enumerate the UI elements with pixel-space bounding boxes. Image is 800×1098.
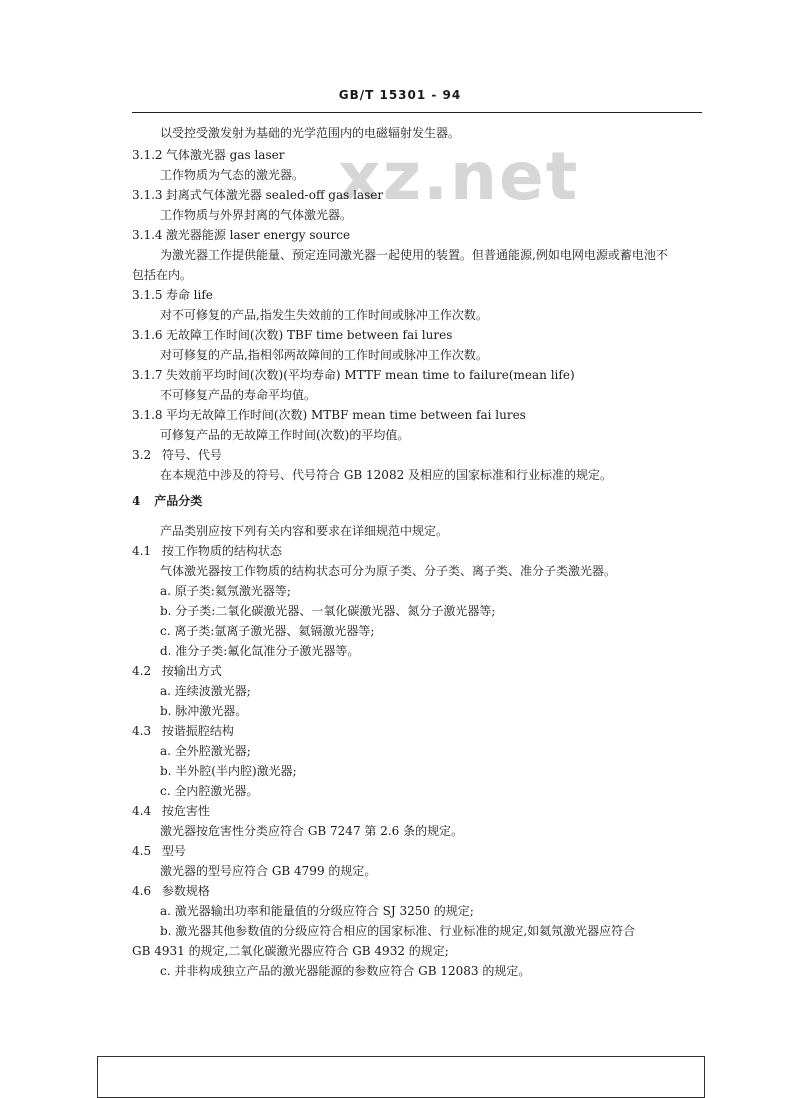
clause-3-1-5 <box>132 286 213 303</box>
clause-title: 型号 <box>161 844 186 858</box>
list-item-continuation: GB 4931 的规定,二氧化碳激光器应符合 GB 4932 的规定; <box>132 944 449 958</box>
list-item: b. 激光器其他参数值的分级应符合相应的国家标准、行业标准的规定,如氦氖激光器应符合 <box>160 924 636 938</box>
clause-title: 按工作物质的结构状态 <box>161 544 282 558</box>
clause-number: 4.1 <box>132 544 152 558</box>
clause-title: 按输出方式 <box>161 664 222 678</box>
section-4-intro: 产品类别应按下列有关内容和要求在详细规范中规定。 <box>160 524 449 538</box>
clause-3-1-3 <box>132 186 383 203</box>
clause-3-1-4-definition-line-2: 包括在内。 <box>132 268 193 282</box>
list-item: a. 连续波激光器; <box>160 684 251 698</box>
clause-number: 4.6 <box>132 884 152 898</box>
clause-title: 按危害性 <box>161 804 210 818</box>
clause-3-1-6 <box>132 326 452 343</box>
list-item: d. 准分子类:氟化氙准分子激光器等。 <box>160 644 360 658</box>
section-number: 4 <box>132 494 141 508</box>
clause-title: 按谐振腔结构 <box>161 724 234 738</box>
clause-number: 3.1.8 <box>132 408 163 422</box>
list-item: b. 脉冲激光器。 <box>160 704 248 718</box>
clause-title: 寿命 life <box>165 288 213 302</box>
clause-number: 4.3 <box>132 724 152 738</box>
clause-number: 3.1.2 <box>132 148 163 162</box>
continued-definition: 以受控受激发射为基础的光学范围内的电磁辐射发生器。 <box>160 126 461 140</box>
list-item: c. 离子类:氩离子激光器、氦镉激光器等; <box>160 624 375 638</box>
clause-3-1-6-definition: 对可修复的产品,指相邻两故障间的工作时间或脉冲工作次数。 <box>160 348 488 362</box>
clause-3-1-3-definition: 工作物质与外界封离的气体激光器。 <box>160 208 353 222</box>
clause-4-4-definition: 激光器按危害性分类应符合 GB 7247 第 2.6 条的规定。 <box>160 824 464 838</box>
clause-number: 3.1.6 <box>132 328 163 342</box>
list-item: b. 半外腔(半内腔)激光器; <box>160 764 297 778</box>
header-rule <box>132 112 702 113</box>
clause-number: 3.2 <box>132 448 152 462</box>
section-title: 产品分类 <box>154 494 203 508</box>
footer-frame <box>97 1056 705 1098</box>
watermark: xz.net <box>338 138 580 215</box>
clause-3-1-7-definition: 不可修复产品的寿命平均值。 <box>160 388 317 402</box>
list-item: a. 原子类:氦氖激光器等; <box>160 584 291 598</box>
clause-title: 气体激光器 gas laser <box>165 148 285 162</box>
clause-number: 3.1.4 <box>132 228 163 242</box>
clause-number: 3.1.5 <box>132 288 163 302</box>
clause-title: 参数规格 <box>161 884 210 898</box>
section-4-heading <box>132 492 202 509</box>
clause-4-4 <box>132 802 210 819</box>
clause-4-5 <box>132 842 186 859</box>
list-item: a. 激光器输出功率和能量值的分级应符合 SJ 3250 的规定; <box>160 904 474 918</box>
clause-4-1 <box>132 542 282 559</box>
clause-3-1-7 <box>132 366 575 383</box>
list-item: c. 并非构成独立产品的激光器能源的参数应符合 GB 12083 的规定。 <box>160 964 531 978</box>
clause-4-6 <box>132 882 210 899</box>
clause-3-1-4 <box>132 226 350 243</box>
clause-3-2 <box>132 446 222 463</box>
clause-number: 4.4 <box>132 804 152 818</box>
clause-3-1-8 <box>132 406 526 423</box>
list-item: b. 分子类:二氧化碳激光器、一氧化碳激光器、氮分子激光器等; <box>160 604 496 618</box>
clause-title: 失效前平均时间(次数)(平均寿命) MTTF mean time to failure(mean life) <box>165 368 575 382</box>
standard-code-header: GB/T 15301 - 94 <box>338 88 462 102</box>
clause-3-2-definition: 在本规范中涉及的符号、代号符合 GB 12082 及相应的国家标准和行业标准的规定。 <box>160 468 613 482</box>
clause-4-1-intro: 气体激光器按工作物质的结构状态可分为原子类、分子类、离子类、准分子类激光器。 <box>160 564 617 578</box>
clause-number: 4.2 <box>132 664 152 678</box>
clause-3-1-8-definition: 可修复产品的无故障工作时间(次数)的平均值。 <box>160 428 410 442</box>
clause-number: 4.5 <box>132 844 152 858</box>
clause-3-1-2 <box>132 146 284 163</box>
clause-3-1-5-definition: 对不可修复的产品,指发生失效前的工作时间或脉冲工作次数。 <box>160 308 488 322</box>
list-item: a. 全外腔激光器; <box>160 744 251 758</box>
clause-title: 无故障工作时间(次数) TBF time between fai lures <box>165 328 453 342</box>
clause-number: 3.1.3 <box>132 188 163 202</box>
clause-3-1-4-definition-line-1: 为激光器工作提供能量、预定连同激光器一起使用的装置。但普通能源,例如电网电源或蓄电池不 <box>160 248 668 262</box>
clause-title: 平均无故障工作时间(次数) MTBF mean time between fai lures <box>165 408 526 422</box>
clause-4-2 <box>132 662 222 679</box>
list-item: c. 全内腔激光器。 <box>160 784 259 798</box>
clause-4-3 <box>132 722 234 739</box>
clause-title: 符号、代号 <box>161 448 222 462</box>
clause-4-5-definition: 激光器的型号应符合 GB 4799 的规定。 <box>160 864 377 878</box>
clause-title: 封离式气体激光器 sealed-off gas laser <box>165 188 384 202</box>
clause-title: 激光器能源 laser energy source <box>165 228 351 242</box>
clause-3-1-2-definition: 工作物质为气态的激光器。 <box>160 168 305 182</box>
clause-number: 3.1.7 <box>132 368 163 382</box>
